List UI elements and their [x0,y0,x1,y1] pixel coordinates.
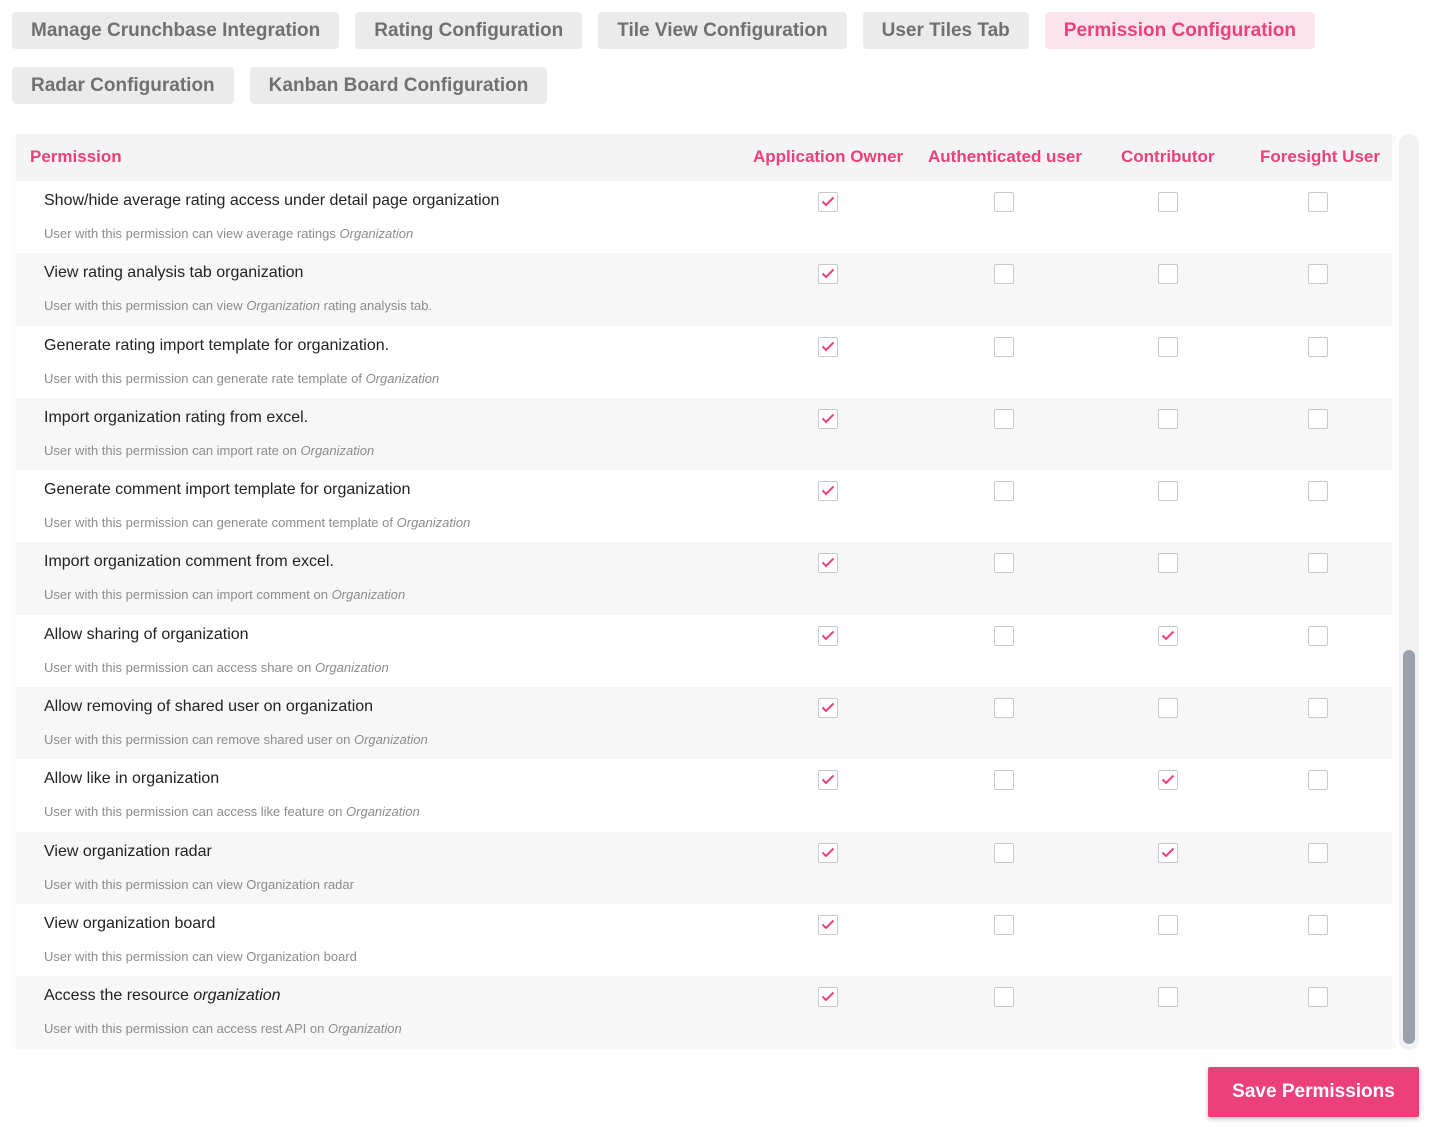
authenticated-user-checkbox[interactable] [994,915,1014,935]
application-owner-checkbox[interactable] [818,264,838,284]
contributor-checkbox[interactable] [1158,409,1178,429]
checkmark-icon [821,485,835,496]
table-row [16,615,1392,687]
permission-description: User with this permission can view Organization rating analysis tab. [44,298,433,314]
application-owner-checkbox[interactable] [818,337,838,357]
permission-description: User with this permission can view Organization board [44,948,357,964]
authenticated-user-checkbox[interactable] [994,553,1014,573]
header-application-owner: Application Owner [753,147,904,166]
scrollbar-thumb[interactable] [1403,650,1415,1044]
contributor-checkbox[interactable] [1158,264,1178,284]
permission-title: Allow like in organization [44,770,220,788]
tab-row-1 [12,12,1412,49]
checkmark-icon [1161,774,1175,785]
table-row [16,687,1392,759]
foresight-user-checkbox[interactable] [1308,553,1328,573]
application-owner-checkbox[interactable] [818,192,838,212]
contributor-checkbox[interactable] [1158,337,1178,357]
permissions-table [12,134,1396,1050]
permission-description: User with this permission can remove shared user on Organization [44,732,428,748]
checkmark-icon [821,774,835,785]
tab-user-tiles[interactable]: User Tiles Tab [863,12,1029,49]
checkmark-icon [1161,847,1175,858]
permission-title: View organization board [44,914,216,932]
table-row [16,470,1392,542]
contributor-checkbox[interactable] [1158,698,1178,718]
permission-title: View rating analysis tab organization [44,264,304,282]
application-owner-checkbox[interactable] [818,409,838,429]
permission-title: Generate comment import template for organization [44,481,411,499]
permission-description: User with this permission can import comment on Organization [44,587,406,603]
permission-title: View organization radar [44,842,212,860]
authenticated-user-checkbox[interactable] [994,192,1014,212]
permission-description: User with this permission can access rest API on Organization [44,1021,402,1037]
application-owner-checkbox[interactable] [818,987,838,1007]
permission-title: Show/hide average rating access under detail page organization [44,192,500,209]
foresight-user-checkbox[interactable] [1308,987,1328,1007]
foresight-user-checkbox[interactable] [1308,264,1328,284]
application-owner-checkbox[interactable] [818,770,838,790]
foresight-user-checkbox[interactable] [1308,626,1328,646]
tab-manage-crunchbase-integration[interactable]: Manage Crunchbase Integration [12,12,339,49]
application-owner-checkbox[interactable] [818,915,838,935]
header-permission: Permission [30,147,122,166]
contributor-checkbox[interactable] [1158,770,1178,790]
authenticated-user-checkbox[interactable] [994,770,1014,790]
table-row [16,326,1392,398]
contributor-checkbox[interactable] [1158,481,1178,501]
checkmark-icon [821,702,835,713]
permission-title: Import organization rating from excel. [44,408,309,426]
authenticated-user-checkbox[interactable] [994,264,1014,284]
permission-description: User with this permission can view average ratings Organization [44,226,414,241]
permission-title: Import organization comment from excel. [44,553,334,571]
contributor-checkbox[interactable] [1158,987,1178,1007]
checkmark-icon [1161,630,1175,641]
application-owner-checkbox[interactable] [818,626,838,646]
table-body [16,181,1392,1049]
checkmark-icon [821,557,835,568]
header-authenticated-user: Authenticated user [928,147,1082,166]
permission-title: Allow sharing of organization [44,625,249,643]
checkmark-icon [821,991,835,1002]
tab-tile-view-configuration[interactable]: Tile View Configuration [598,12,846,49]
application-owner-checkbox[interactable] [818,553,838,573]
checkmark-icon [821,196,835,207]
permission-description: User with this permission can access like feature on Organization [44,804,420,820]
authenticated-user-checkbox[interactable] [994,337,1014,357]
permission-description: User with this permission can view Organization radar [44,876,354,892]
table-row [16,904,1392,976]
authenticated-user-checkbox[interactable] [994,481,1014,501]
foresight-user-checkbox[interactable] [1308,698,1328,718]
application-owner-checkbox[interactable] [818,843,838,863]
foresight-user-checkbox[interactable] [1308,337,1328,357]
checkmark-icon [821,847,835,858]
tab-kanban-board-configuration[interactable]: Kanban Board Configuration [250,67,548,104]
foresight-user-checkbox[interactable] [1308,770,1328,790]
foresight-user-checkbox[interactable] [1308,192,1328,212]
table-scrollbar[interactable] [1399,134,1419,1050]
foresight-user-checkbox[interactable] [1308,481,1328,501]
contributor-checkbox[interactable] [1158,553,1178,573]
table-row [16,542,1392,614]
tab-permission-configuration[interactable]: Permission Configuration [1045,12,1315,49]
foresight-user-checkbox[interactable] [1308,915,1328,935]
checkmark-icon [821,919,835,930]
permission-title: Allow removing of shared user on organization [44,698,374,716]
checkmark-icon [821,268,835,279]
permission-description: User with this permission can access share on Organization [44,659,389,675]
header-contributor: Contributor [1121,147,1215,166]
permission-description: User with this permission can import rate on Organization [44,442,375,458]
checkmark-icon [821,413,835,424]
application-owner-checkbox[interactable] [818,481,838,501]
contributor-checkbox[interactable] [1158,915,1178,935]
save-permissions-button[interactable]: Save Permissions [1208,1067,1419,1117]
table-header [16,134,1392,181]
table-row [16,253,1392,325]
foresight-user-checkbox[interactable] [1308,843,1328,863]
table-row [16,398,1392,470]
permission-description: User with this permission can generate rate template of Organization [44,370,440,386]
authenticated-user-checkbox[interactable] [994,409,1014,429]
table-row [16,832,1392,904]
authenticated-user-checkbox[interactable] [994,626,1014,646]
checkmark-icon [821,630,835,641]
contributor-checkbox[interactable] [1158,843,1178,863]
foresight-user-checkbox[interactable] [1308,409,1328,429]
authenticated-user-checkbox[interactable] [994,987,1014,1007]
tab-row-2 [12,67,1412,104]
contributor-checkbox[interactable] [1158,626,1178,646]
checkmark-icon [821,341,835,352]
config-tabs [12,12,1412,122]
permission-title: Access the resource organization [44,987,281,1005]
contributor-checkbox[interactable] [1158,192,1178,212]
header-foresight-user: Foresight User [1260,147,1380,166]
table-row [16,181,1392,253]
permission-description: User with this permission can generate comment template of Organization [44,515,471,531]
table-row [16,976,1392,1048]
authenticated-user-checkbox[interactable] [994,698,1014,718]
permission-title: Generate rating import template for organization. [44,336,390,354]
tab-radar-configuration[interactable]: Radar Configuration [12,67,234,104]
tab-rating-configuration[interactable]: Rating Configuration [355,12,582,49]
application-owner-checkbox[interactable] [818,698,838,718]
table-row [16,759,1392,831]
authenticated-user-checkbox[interactable] [994,843,1014,863]
